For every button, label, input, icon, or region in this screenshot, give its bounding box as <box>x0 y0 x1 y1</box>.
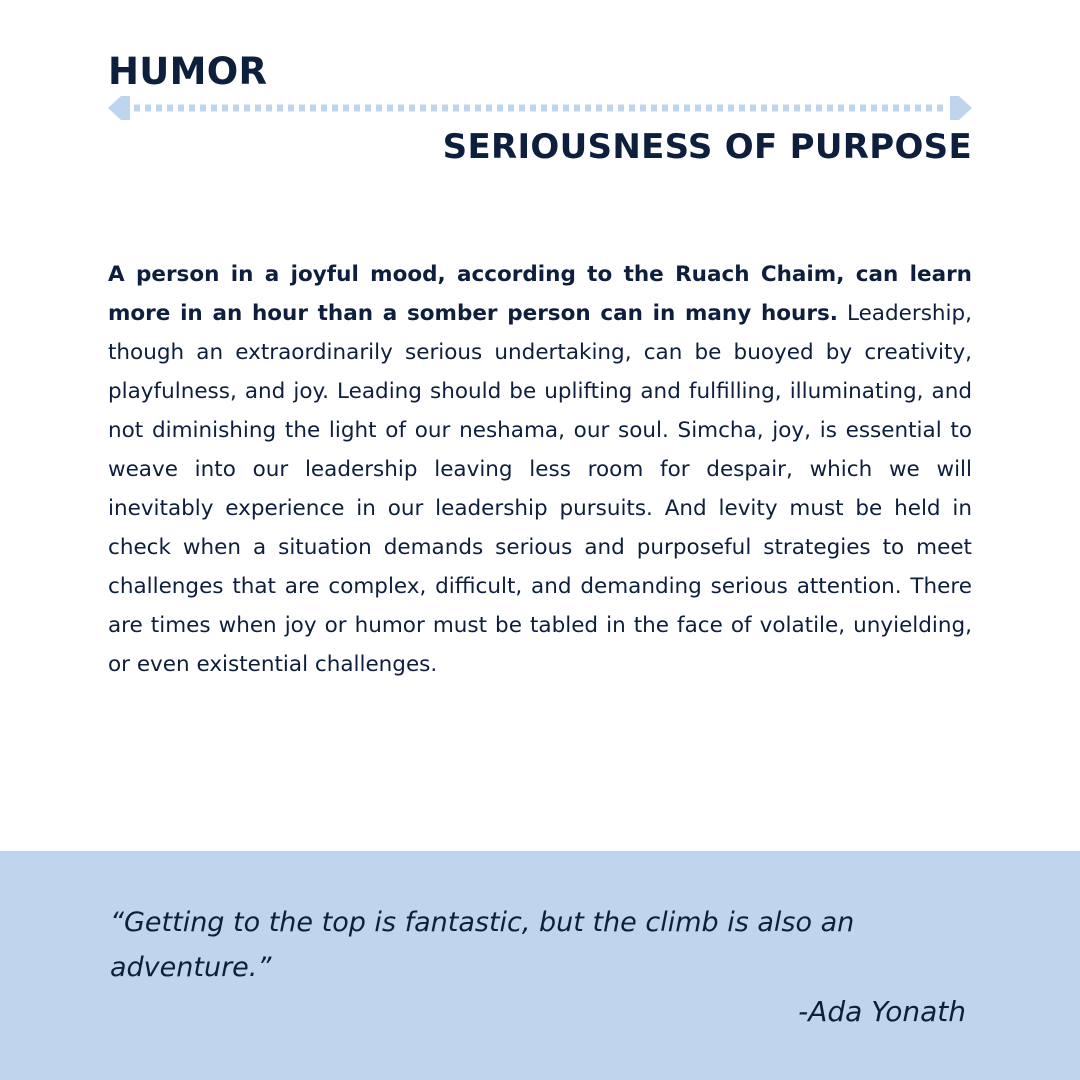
spectrum-left-label: HUMOR <box>108 50 268 93</box>
quote-author: -Ada Yonath <box>798 995 966 1028</box>
spectrum-double-arrow <box>108 93 972 123</box>
arrow-right-icon <box>950 96 972 120</box>
lead-sentence: A person in a joyful mood, according to the Ruach Chaim, can learn more in an hour than a somber person can in many hours. <box>108 262 972 326</box>
body-text: Leadership, though an extraordinarily serious undertaking, can be buoyed by creativity, playfulness, and joy. Leading should be uplifting and fulfilling, illuminating, and not diminishing the light of our neshama, our soul. Simcha, joy, is essential to weave into our leadership leaving less room for despair, which we will inevitably experience in our leadership pursuits. And levity must be held in check when a situation demands serious and purposeful strategies to meet challenges that are complex, difficult, and demanding serious attention. There are times when joy or humor must be tabled in the face of volatile, unyielding, or even existential challenges. <box>108 301 972 677</box>
body-paragraph <box>108 255 972 684</box>
arrow-left-icon <box>108 96 130 120</box>
spectrum-right-label: SERIOUSNESS OF PURPOSE <box>442 127 972 167</box>
quote-text: “Getting to the top is fantastic, but the climb is also an adventure.” <box>110 907 855 983</box>
